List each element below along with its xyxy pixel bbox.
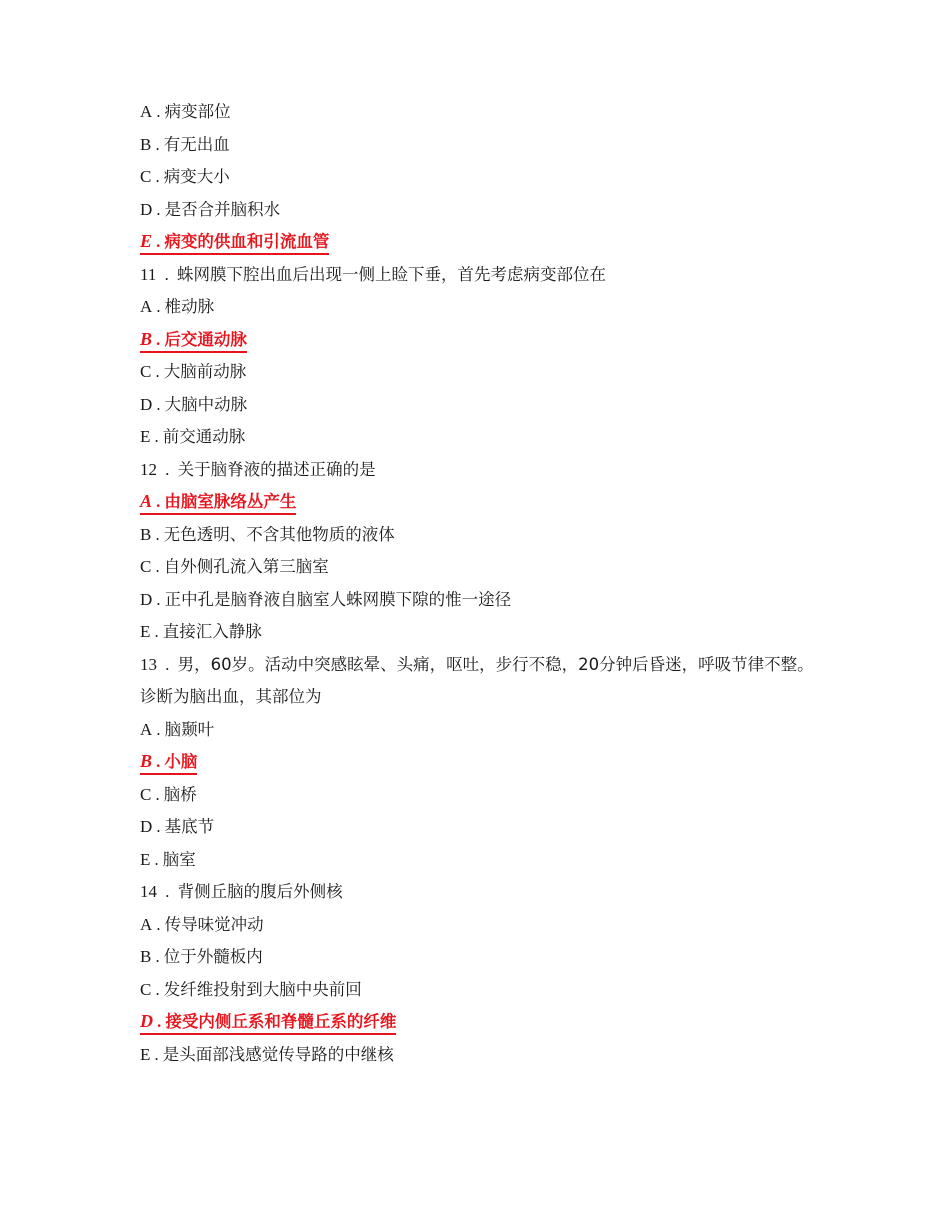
option-text: 发纤维投射到大脑中央前回: [163, 979, 362, 999]
option-letter: E: [140, 427, 151, 446]
answer-option: [140, 226, 830, 259]
question-text: 蛛网膜下腔出血后出现一侧上睑下垂，首先考虑病变部位在: [177, 264, 606, 284]
option-dot: .: [151, 557, 164, 576]
option: [140, 714, 830, 747]
option: [140, 421, 830, 454]
option-text: 传导味觉冲动: [164, 914, 264, 934]
option-letter: D: [140, 394, 153, 414]
question-number: 14: [140, 882, 157, 901]
option-letter: C: [140, 979, 152, 999]
answer-highlight: [140, 490, 296, 515]
option-text: 后交通动脉: [164, 329, 247, 349]
option-dot: .: [151, 524, 164, 544]
option: [140, 1039, 830, 1072]
option: [140, 96, 830, 129]
option-letter: B: [140, 947, 152, 966]
option-dot: .: [151, 979, 164, 999]
option: [140, 844, 830, 877]
option: [140, 811, 830, 844]
option: [140, 779, 830, 812]
option-dot: .: [150, 849, 163, 869]
option-dot: .: [151, 947, 164, 966]
option-text: 由脑室脉络丛产生: [164, 492, 297, 511]
answer-option: [140, 1006, 830, 1039]
option-letter: A: [140, 102, 153, 121]
option: [140, 584, 830, 617]
option-text: 小脑: [164, 752, 198, 771]
option-letter: C: [140, 362, 152, 381]
option-text: 病变大小: [163, 167, 230, 186]
option-letter: D: [140, 1011, 153, 1031]
question-number: 13: [140, 654, 157, 674]
question-number-dot: .: [156, 264, 177, 284]
option-letter: E: [140, 849, 151, 869]
option-text: 无色透明、不含其他物质的液体: [163, 524, 395, 544]
answer-option: [140, 746, 830, 779]
option-letter: D: [140, 817, 153, 836]
question-stem: [140, 259, 830, 292]
option: [140, 291, 830, 324]
option: [140, 129, 830, 162]
option-text: 大脑中动脉: [164, 394, 248, 414]
option: [140, 161, 830, 194]
option-letter: B: [140, 328, 153, 349]
option-text: 位于外髓板内: [163, 947, 263, 966]
option-dot: .: [152, 102, 165, 121]
question-number-dot: .: [157, 882, 178, 901]
option: [140, 909, 830, 942]
question-stem: [140, 649, 830, 714]
option-text: 是头面部浅感觉传导路的中继核: [162, 1044, 394, 1064]
option: [140, 551, 830, 584]
question-stem: [140, 454, 830, 487]
option-text: 有无出血: [163, 134, 230, 154]
option-text: 基底节: [164, 817, 215, 836]
option: [140, 941, 830, 974]
option-letter: C: [140, 167, 152, 186]
question-stem: [140, 876, 830, 909]
option-dot: .: [152, 817, 165, 836]
answer-highlight: [140, 1010, 396, 1035]
answer-option: [140, 324, 830, 357]
answer-option: [140, 486, 830, 519]
option-dot: .: [150, 427, 163, 446]
option-letter: A: [140, 297, 153, 316]
option: [140, 974, 830, 1007]
option-dot: .: [152, 394, 165, 414]
option-letter: C: [140, 557, 152, 576]
question-list: [140, 96, 830, 1071]
option-dot: .: [150, 1044, 163, 1064]
option-dot: .: [151, 362, 164, 381]
option-text: 前交通动脉: [162, 427, 246, 446]
question-text: 背侧丘脑的腹后外侧核: [177, 882, 343, 901]
option-text: 直接汇入静脉: [162, 622, 262, 641]
option-text: 正中孔是脑脊液自脑室人蛛网膜下隙的惟一途径: [164, 589, 512, 609]
option: [140, 389, 830, 422]
option-text: 接受内侧丘系和脊髓丘系的纤维: [165, 1012, 397, 1031]
option-letter: B: [140, 751, 153, 771]
question-number-dot: .: [157, 459, 178, 479]
option-text: 脑颞叶: [164, 719, 215, 739]
option-text: 自外侧孔流入第三脑室: [163, 557, 329, 576]
option-letter: E: [140, 231, 153, 251]
question-text: 关于脑脊液的描述正确的是: [177, 459, 376, 479]
option-letter: B: [140, 524, 152, 544]
option-dot: .: [152, 232, 165, 251]
option: [140, 616, 830, 649]
option-text: 病变的供血和引流血管: [164, 232, 330, 251]
option: [140, 194, 830, 227]
option-dot: .: [152, 752, 165, 771]
option-dot: .: [152, 199, 165, 219]
option-dot: .: [151, 784, 164, 804]
option-text: 病变部位: [164, 102, 231, 121]
option-dot: .: [151, 167, 164, 186]
option-letter: E: [140, 1044, 151, 1064]
option-letter: A: [140, 719, 153, 739]
option: [140, 356, 830, 389]
option-dot: .: [152, 914, 165, 934]
option-letter: A: [140, 491, 153, 511]
question-number: 11: [140, 264, 157, 284]
option-text: 脑室: [162, 849, 196, 869]
question-number: 12: [140, 459, 157, 479]
option-dot: .: [152, 492, 165, 511]
answer-highlight: [140, 328, 247, 353]
option-dot: .: [152, 329, 165, 349]
option-letter: D: [140, 199, 153, 219]
option-dot: .: [151, 134, 164, 154]
option-dot: .: [152, 719, 165, 739]
option-dot: .: [153, 1012, 166, 1031]
option-letter: B: [140, 134, 152, 154]
answer-highlight: [140, 230, 329, 255]
option-dot: .: [152, 297, 165, 316]
option: [140, 519, 830, 552]
option-text: 是否合并脑积水: [164, 199, 281, 219]
option-dot: .: [150, 622, 163, 641]
option-letter: E: [140, 622, 151, 641]
question-number-dot: .: [157, 654, 178, 674]
question-text: 男，60岁。活动中突感眩晕、头痛，呕吐，步行不稳，20分钟后昏迷，呼吸节律不整。诊断为脑出血，其部位为: [140, 654, 814, 706]
option-text: 椎动脉: [164, 297, 215, 316]
answer-highlight: [140, 750, 197, 775]
option-text: 大脑前动脉: [163, 362, 247, 381]
option-letter: A: [140, 914, 153, 934]
option-dot: .: [152, 589, 165, 609]
option-letter: D: [140, 589, 153, 609]
option-text: 脑桥: [163, 784, 197, 804]
option-letter: C: [140, 784, 152, 804]
